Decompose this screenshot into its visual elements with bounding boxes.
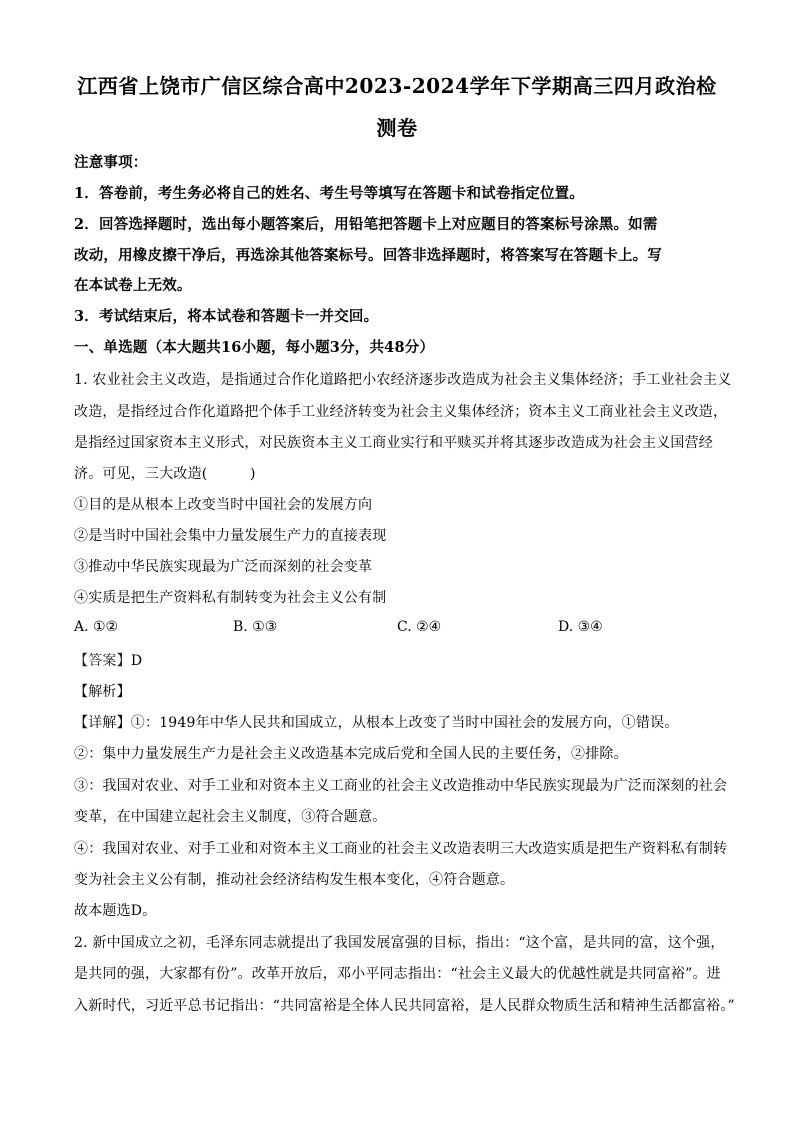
q1-answer-line — [74, 650, 142, 670]
analysis-tag: 【解析】 — [74, 684, 131, 700]
note-1: 1．答卷前，考生务必将自己的姓名、考生号等填写在答题卡和试卷指定位置。 — [74, 185, 585, 202]
section-heading: 一、单选题（本大题共16小题，每小题3分，共48分） — [74, 339, 435, 356]
q1-statement-2: ②是当时中国社会集中力量发展生产力的直接表现 — [74, 528, 387, 544]
q1-stem-line-1: 1. 农业社会主义改造，是指通过合作化道路把小农经济逐步改造成为社会主义集体经济；手工业社会主义 — [74, 372, 732, 388]
detail-line-2: ②：集中力量发展生产力是社会主义改造基本完成后党和全国人民的主要任务，②排除。 — [74, 746, 628, 762]
detail-line-4: 变革，在中国建立起社会主义制度，③符合题意。 — [74, 809, 387, 825]
detail-line-1: 【详解】①：1949年中华人民共和国成立，从根本上改变了当时中国社会的发展方向，①错误。 — [74, 715, 679, 731]
note-3: 3．考试结束后，将本试卷和答题卡一并交回。 — [74, 308, 379, 325]
q2-stem-line-2: 是共同的强，大家都有份”。改革开放后，邓小平同志指出：“社会主义最大的优越性就是共同富裕”。进 — [74, 966, 721, 982]
q1-option-a: A. ①② — [74, 619, 119, 635]
q1-statement-4: ④实质是把生产资料私有制转变为社会主义公有制 — [74, 590, 387, 606]
note-2-cont: 改动，用橡皮擦干净后，再选涂其他答案标号。回答非选择题时，将答案写在答题卡上。写 — [74, 247, 662, 264]
doc-title-line-1: 江西省上饶市广信区综合高中2023-2024学年下学期高三四月政治检 — [77, 74, 717, 98]
answer-tag: 【答案】 — [74, 653, 131, 669]
note-2: 2．回答选择题时，选出每小题答案后，用铅笔把答题卡上对应题目的答案标号涂黑。如需 — [74, 216, 658, 233]
q1-stem-line-2: 改造，是指经过合作化道路把个体手工业经济转变为社会主义集体经济；资本主义工商业社会主义改造， — [74, 404, 728, 420]
q1-option-b: B. ①③ — [233, 619, 278, 635]
detail-conclusion: 故本题选D。 — [74, 903, 157, 919]
detail-line-3: ③：我国对农业、对手工业和对资本主义工商业的社会主义改造推动中华民族实现最为广泛而深刻的社会 — [74, 778, 728, 794]
q1-option-d: D. ③④ — [558, 619, 603, 635]
note-2-cont-2: 在本试卷上无效。 — [74, 277, 192, 294]
detail-line-6: 变为社会主义公有制，推动社会经济结构发生根本变化，④符合题意。 — [74, 872, 515, 888]
q1-statement-1: ①目的是从根本上改变当时中国社会的发展方向 — [74, 497, 373, 513]
doc-title-line-2: 测卷 — [376, 116, 418, 140]
q2-stem-line-1: 2. 新中国成立之初，毛泽东同志就提出了我国发展富强的目标，指出：“这个富，是共同的富，这个强， — [74, 935, 725, 951]
q1-option-c: C. ②④ — [397, 619, 442, 635]
q2-stem-line-3: 入新时代，习近平总书记指出：“共同富裕是全体人民共同富裕，是人民群众物质生活和精神生活都富裕。” — [74, 998, 735, 1014]
q1-statement-3: ③推动中华民族实现最为广泛而深刻的社会变革 — [74, 559, 373, 575]
detail-line-5: ④：我国对农业、对手工业和对资本主义工商业的社会主义改造表明三大改造实质是把生产资料私有制转 — [74, 841, 728, 857]
notes-heading: 注意事项： — [74, 154, 148, 171]
q1-stem-line-4: 济。可见，三大改造( ) — [74, 466, 256, 482]
q1-stem-line-3: 是指经过国家资本主义形式，对民族资本主义工商业实行和平赎买并将其逐步改造成为社会主义国营经 — [74, 435, 713, 451]
answer-value: D — [130, 653, 143, 669]
